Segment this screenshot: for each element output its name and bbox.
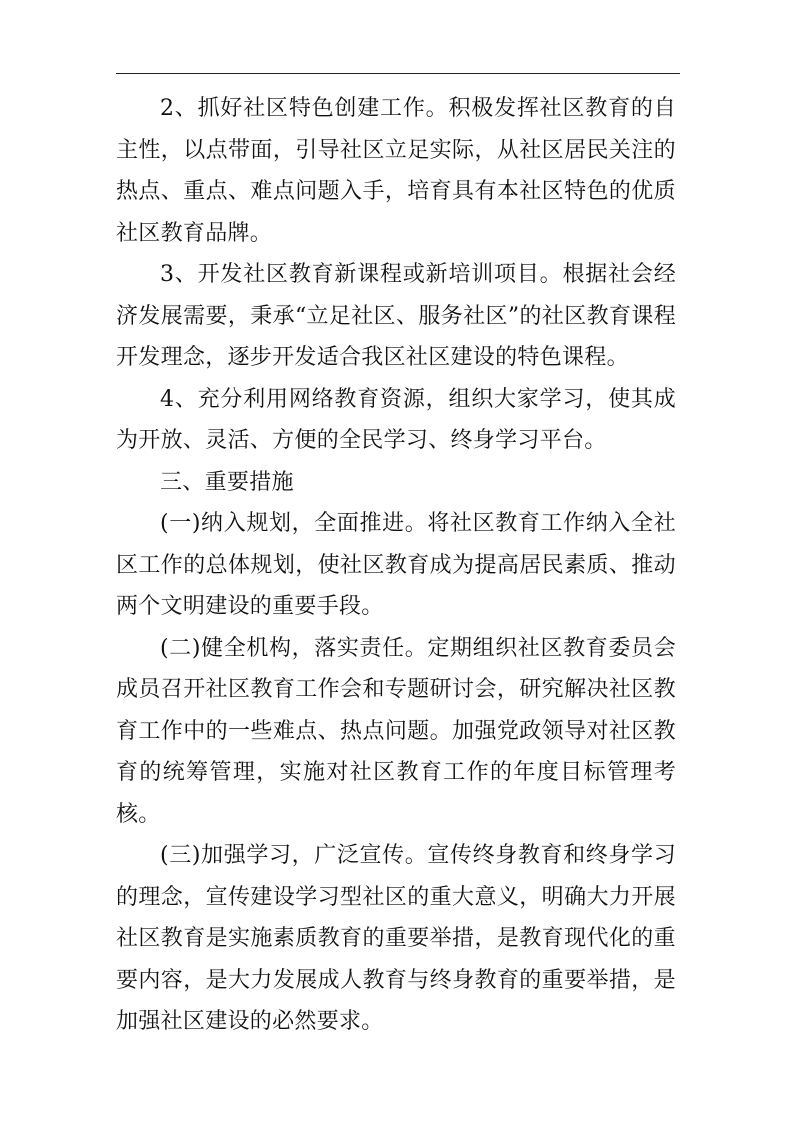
paragraph-measure-1: (一)纳入规划，全面推进。将社区教育工作纳入全社区工作的总体规划，使社区教育成为提高居民素质、推动两个文明建设的重要手段。 (116, 511, 676, 619)
paragraph-measure-3: (三)加强学习，广泛宣传。宣传终身教育和终身学习的理念，宣传建设学习型社区的重大意义，明确大力开展社区教育是实施素质教育的重要举措，是教育现代化的重要内容，是大力发展成人教育与终身教育的重要举措，是加强社区建设的必然要求。 (116, 843, 676, 1034)
paragraph-item-2: 2、抓好社区特色创建工作。积极发挥社区教育的自主性，以点带面，引导社区立足实际，从社区居民关注的热点、重点、难点问题入手，培育具有本社区特色的优质社区教育品牌。 (116, 96, 676, 246)
header-rule (116, 73, 680, 74)
paragraph-item-3: 3、开发社区教育新课程或新培训项目。根据社会经济发展需要，秉承“立足社区、服务社区”的社区教育课程开发理念，逐步开发适合我区社区建设的特色课程。 (116, 262, 676, 370)
document-body (116, 88, 676, 1043)
paragraph-item-4: 4、充分利用网络教育资源，组织大家学习，使其成为开放、灵活、方便的全民学习、终身学习平台。 (116, 386, 676, 453)
section-heading-measures: 三、重要措施 (160, 469, 294, 495)
paragraph-measure-2: (二)健全机构，落实责任。定期组织社区教育委员会成员召开社区教育工作会和专题研讨会，研究解决社区教育工作中的一些难点、热点问题。加强党政领导对社区教育的统筹管理，实施对社区教育工作的年度目标管理考核。 (116, 635, 676, 827)
